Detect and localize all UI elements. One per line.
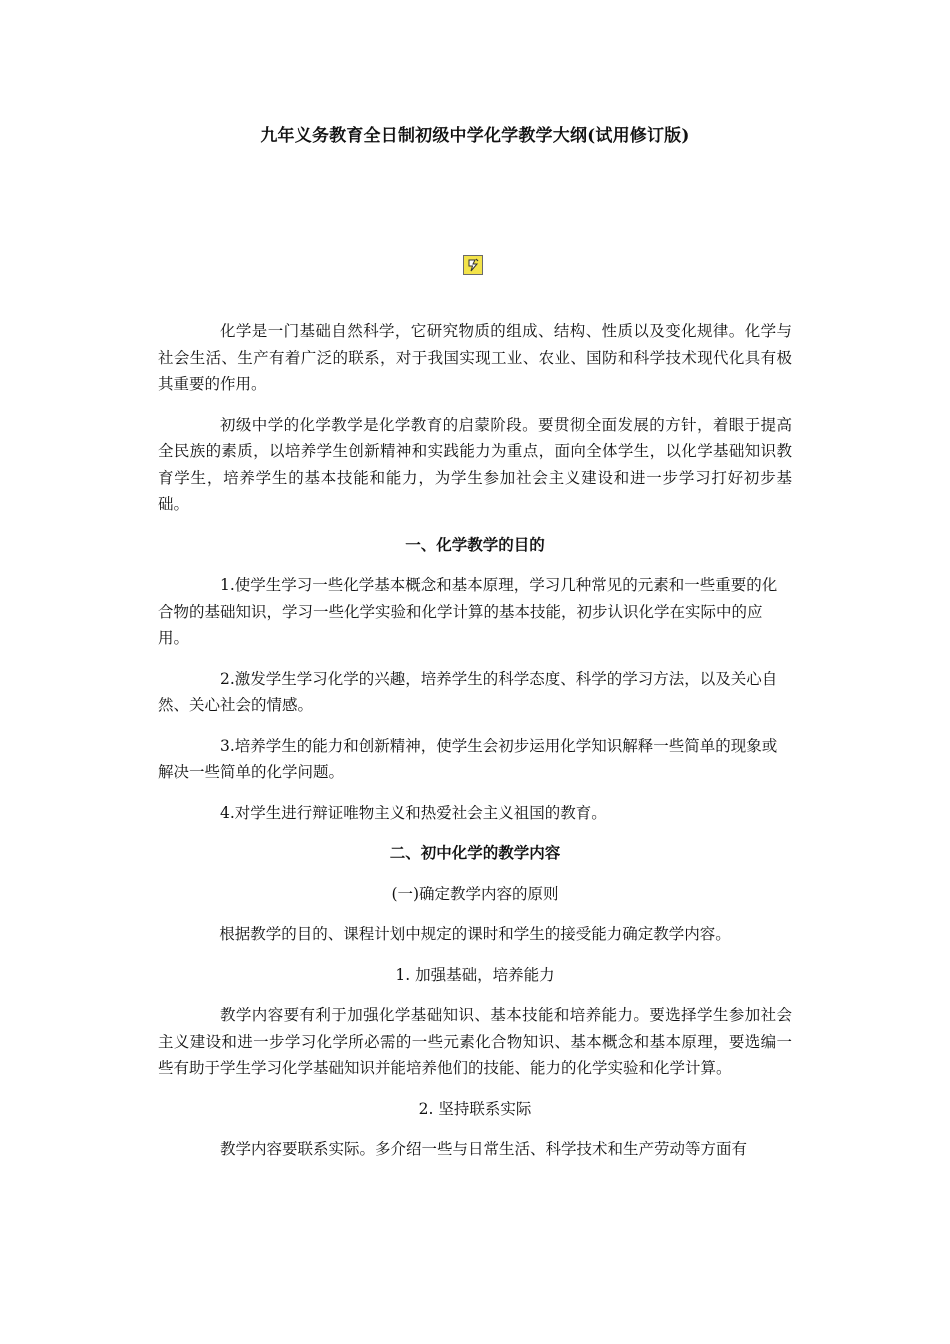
intro-paragraph-2: 初级中学的化学教学是化学教育的启蒙阶段。要贯彻全面发展的方针，着眼于提高全民族的素质，以培养学生创新精神和实践能力为重点，面向全体学生，以化学基础知识教育学生，培养学生的基本技能和能力，为学生参加社会主义建设和进一步学习打好初步基础。	[158, 415, 792, 513]
section-2-lead: 根据教学的目的、课程计划中规定的课时和学生的接受能力确定教学内容。	[219, 925, 731, 943]
objective-item-1: 1.使学生学习一些化学基本概念和基本原理，学习几种常见的元素和一些重要的化合物的基础知识，学习一些化学实验和化学计算的基本技能，初步认识化学在实际中的应用。	[158, 576, 778, 647]
section-2-subheading: (一)确定教学内容的原则	[391, 884, 559, 903]
document-title: 九年义务教育全日制初级中学化学教学大纲(试用修订版)	[260, 126, 690, 146]
embedded-object-glyph	[464, 256, 482, 274]
objective-item-3: 3.培养学生的能力和创新精神，使学生会初步运用化学知识解释一些简单的现象或解决一些简单的化学问题。	[158, 736, 778, 781]
objective-item-4: 4.对学生进行辩证唯物主义和热爱社会主义祖国的教育。	[220, 803, 607, 822]
intro-paragraph-1: 化学是一门基础自然科学，它研究物质的组成、结构、性质以及变化规律。化学与社会生活、生产有着广泛的联系，对于我国实现工业、农业、国防和科学技术现代化具有极其重要的作用。	[158, 322, 792, 393]
point-1-title: 1. 加强基础，培养能力	[395, 965, 555, 984]
point-2-title: 2. 坚持联系实际	[418, 1099, 532, 1118]
document-body	[158, 318, 792, 1177]
point-1-text: 教学内容要有利于加强化学基础知识、基本技能和培养能力。要选择学生参加社会主义建设和进一步学习化学所必需的一些元素化合物知识、基本概念和基本原理，要选编一些有助于学生学习化学基础知识并能培养他们的技能、能力的化学实验和化学计算。	[158, 1006, 792, 1077]
embedded-object-icon[interactable]	[463, 255, 483, 275]
section-2-heading: 二、初中化学的教学内容	[389, 843, 561, 862]
section-1-heading: 一、化学教学的目的	[405, 534, 545, 554]
point-2-text: 教学内容要联系实际。多介绍一些与日常生活、科学技术和生产劳动等方面有	[220, 1140, 748, 1158]
objective-item-2: 2.激发学生学习化学的兴趣，培养学生的科学态度、科学的学习方法，以及关心自然、关心社会的情感。	[158, 669, 778, 714]
